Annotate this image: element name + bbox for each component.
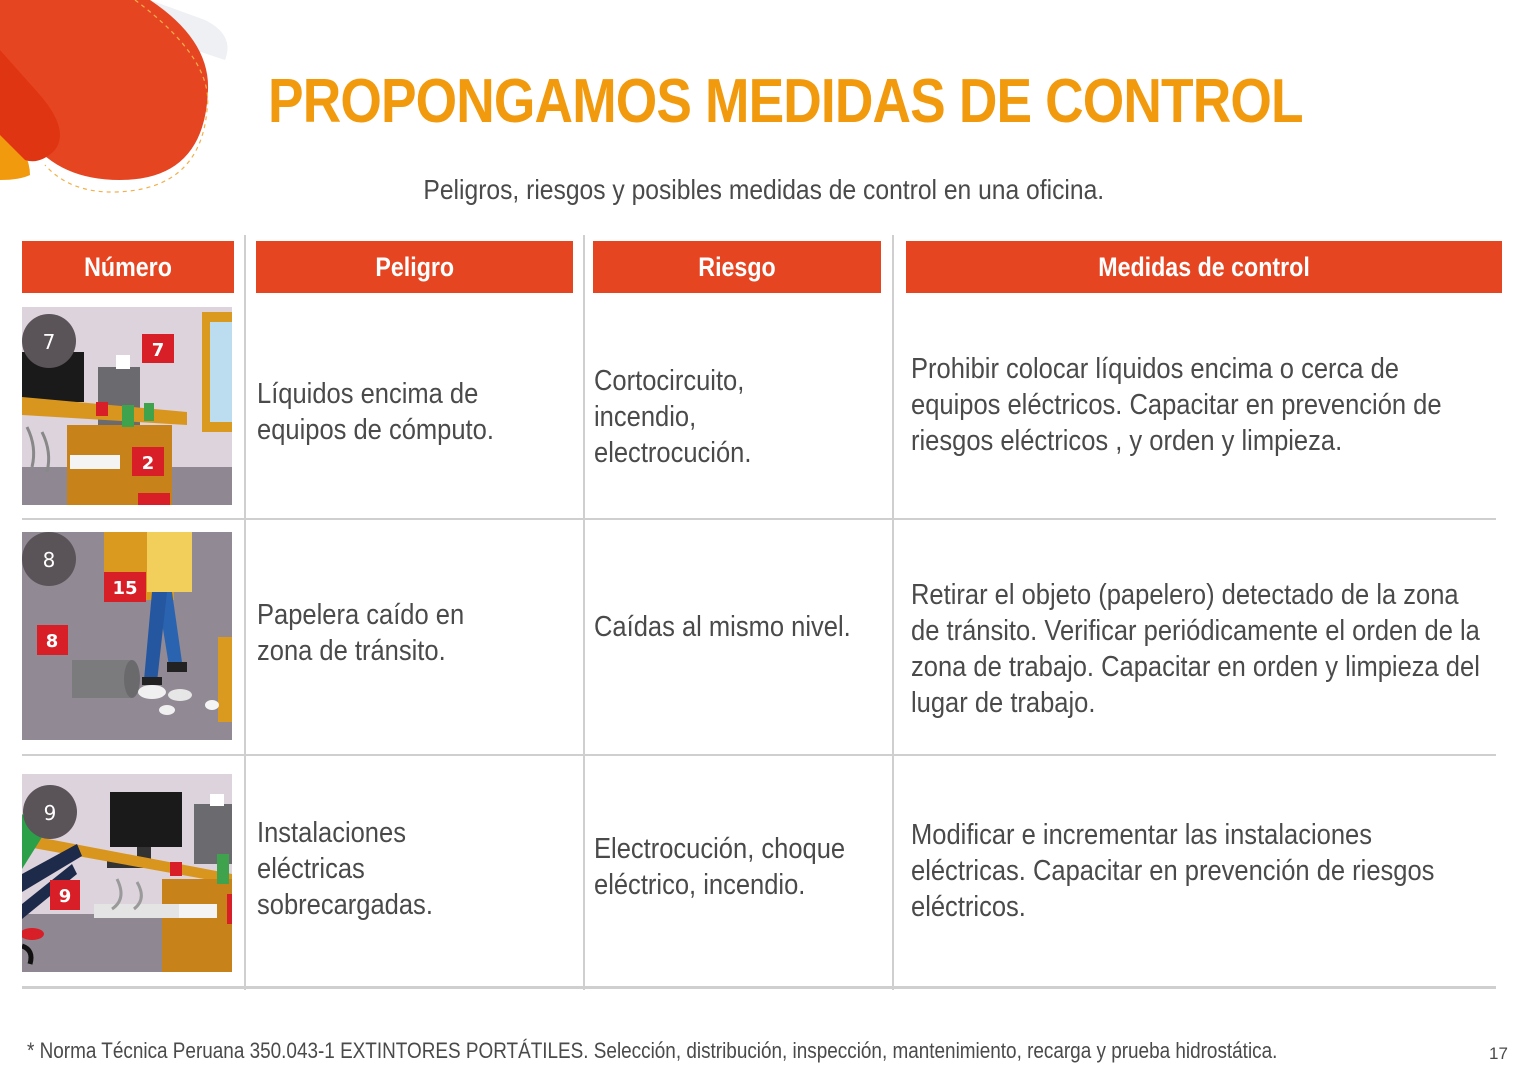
row-7-medidas: [911, 298, 1527, 511]
row-8-riesgo: [594, 520, 894, 733]
row-8-medidas-text: Retirar el objeto (papelero) detectado de la zona de tránsito. Verificar periódicamente el orden de la zona de trabajo. Capacitar en orden y limpieza del lugar de trabajo.: [911, 578, 1480, 719]
row-8-hazard-label: 15: [112, 578, 138, 599]
row-9-illustration: [22, 774, 232, 972]
row-8-peligro-text: Papelera caído en zona de tránsito.: [257, 598, 465, 667]
row-8-medidas: [911, 542, 1527, 755]
header-numero-label: Número: [84, 251, 172, 282]
header-medidas: [906, 241, 1502, 293]
row-9-riesgo: [594, 760, 894, 973]
slide-subtitle-text: Peligros, riesgos y posibles medidas de control en una oficina.: [423, 174, 1104, 205]
slide-title: PROPONGAMOS MEDIDAS DE CONTROL: [268, 67, 1303, 136]
row-9-number-badge: 9: [43, 801, 57, 825]
page-number: 17: [1489, 1044, 1508, 1063]
row-8-illustration: [22, 532, 232, 740]
table-bottom-rule: [22, 986, 1496, 989]
row-7-riesgo-text: Cortocircuito, incendio, electrocución.: [594, 364, 752, 469]
header-riesgo-label: Riesgo: [698, 251, 776, 282]
header-medidas-label: Medidas de control: [1098, 251, 1310, 282]
row-9-hazard-label: 9: [58, 886, 72, 907]
row-7-peligro: [257, 305, 587, 518]
row-7-illustration: [22, 307, 232, 505]
header-peligro: [256, 241, 573, 293]
row-7-peligro-text: Líquidos encima de equipos de cómputo.: [257, 377, 494, 446]
row-8-peligro: [257, 526, 587, 739]
row-8-number-badge: 8: [42, 548, 56, 572]
column-divider: [244, 235, 246, 990]
row-9-riesgo-text: Electrocución, choque eléctrico, incendio.: [594, 832, 846, 901]
row-9-medidas-text: Modificar e incrementar las instalaciones eléctricas. Capacitar en prevención de riesgos eléctricos.: [911, 818, 1435, 923]
row-9-peligro-text: Instalaciones eléctricas sobrecargadas.: [257, 816, 433, 921]
row-7-number-badge: 7: [42, 330, 56, 354]
row-7-hazard-label: 7: [151, 340, 165, 361]
slide-subtitle: [0, 174, 1527, 206]
row-9-peligro: [257, 762, 587, 975]
row-7-riesgo: [594, 310, 894, 523]
row-8-riesgo-text: Caídas al mismo nivel.: [594, 610, 851, 643]
header-riesgo: [593, 241, 881, 293]
row-7-medidas-text: Prohibir colocar líquidos encima o cerca de equipos eléctricos. Capacitar en prevención de riesgos eléctricos , y orden y limpieza.: [911, 352, 1442, 457]
footnote: * Norma Técnica Peruana 350.043-1 EXTINTORES PORTÁTILES. Selección, distribución, inspección, mantenimiento, recarga y prueba hidrostática.: [27, 1038, 1278, 1063]
header-peligro-label: Peligro: [375, 251, 454, 282]
row-8-hazard-label: 8: [45, 631, 59, 652]
header-numero: [22, 241, 234, 293]
row-7-hazard-label: 2: [141, 453, 155, 474]
row-9-medidas: [911, 764, 1527, 977]
